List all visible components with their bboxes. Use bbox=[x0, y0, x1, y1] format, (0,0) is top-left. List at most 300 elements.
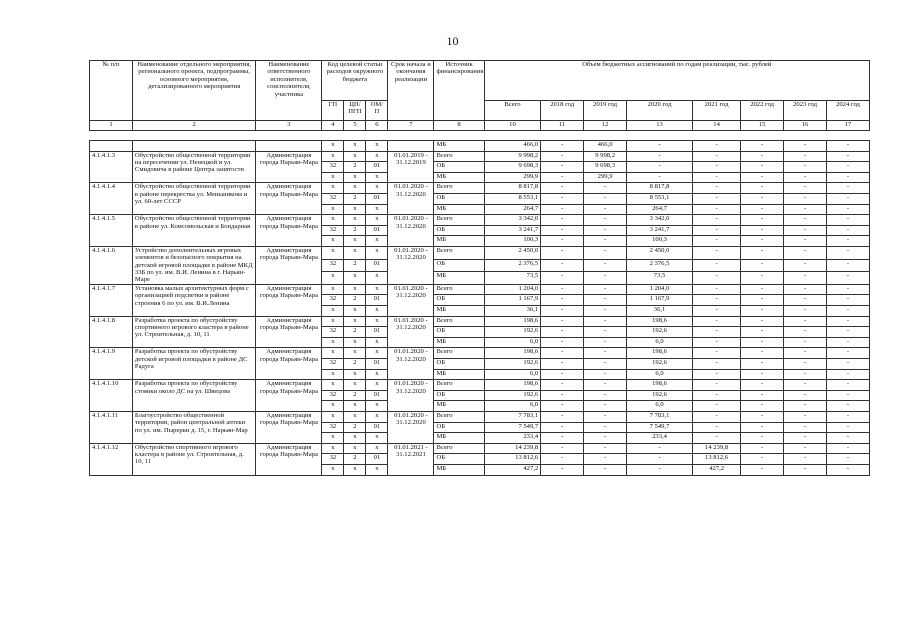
value-cell: - bbox=[693, 236, 741, 247]
value-cell: - bbox=[741, 246, 784, 259]
value-cell: 8 817,8 bbox=[484, 183, 541, 194]
value-cell: - bbox=[827, 358, 870, 369]
code-cell: x bbox=[366, 464, 388, 475]
value-cell: 2 376,5 bbox=[627, 259, 693, 272]
value-cell: - bbox=[627, 454, 693, 465]
value-cell: - bbox=[693, 259, 741, 272]
code-cell: 2 bbox=[344, 358, 366, 369]
value-cell: - bbox=[784, 422, 827, 433]
value-cell: - bbox=[827, 259, 870, 272]
value-cell: 8 553,1 bbox=[484, 193, 541, 204]
value-cell: - bbox=[741, 369, 784, 380]
code-cell: x bbox=[344, 204, 366, 215]
value-cell: 100,3 bbox=[627, 236, 693, 247]
source-cell: ОБ bbox=[434, 193, 484, 204]
code-cell: x bbox=[366, 215, 388, 226]
value-cell: - bbox=[693, 316, 741, 327]
code-cell: 01 bbox=[366, 193, 388, 204]
value-cell: 192,6 bbox=[627, 358, 693, 369]
source-cell: Всего bbox=[434, 284, 484, 295]
code-cell: x bbox=[366, 433, 388, 444]
code-cell: 01 bbox=[366, 295, 388, 306]
value-cell: - bbox=[784, 259, 827, 272]
value-cell: - bbox=[827, 390, 870, 401]
value-cell: - bbox=[627, 141, 693, 152]
value-cell: - bbox=[541, 443, 584, 454]
code-cell: x bbox=[366, 151, 388, 162]
value-cell: - bbox=[784, 443, 827, 454]
header-code: Код целевой статьи расходов окружного бюджета bbox=[322, 61, 388, 101]
item-number: 4.1.4.1.5 bbox=[90, 215, 133, 247]
column-number: 8 bbox=[434, 121, 484, 131]
column-number: 12 bbox=[584, 121, 627, 131]
source-cell: Всего bbox=[434, 380, 484, 391]
source-cell: Всего bbox=[434, 151, 484, 162]
code-cell: 01 bbox=[366, 390, 388, 401]
value-cell: - bbox=[784, 390, 827, 401]
header-year: 2023 год bbox=[784, 101, 827, 121]
column-number: 17 bbox=[827, 121, 870, 131]
value-cell: - bbox=[584, 443, 627, 454]
value-cell: - bbox=[541, 215, 584, 226]
source-cell: Всего bbox=[434, 215, 484, 226]
value-cell: - bbox=[784, 236, 827, 247]
code-cell: x bbox=[322, 151, 344, 162]
value-cell: - bbox=[693, 225, 741, 236]
value-cell: - bbox=[541, 141, 584, 152]
value-cell: 6,0 bbox=[484, 337, 541, 348]
code-cell: x bbox=[344, 380, 366, 391]
value-cell: - bbox=[693, 295, 741, 306]
value-cell: - bbox=[741, 337, 784, 348]
value-cell: - bbox=[827, 295, 870, 306]
value-cell: - bbox=[541, 337, 584, 348]
code-cell: 01 bbox=[366, 225, 388, 236]
column-number: 6 bbox=[366, 121, 388, 131]
value-cell: - bbox=[784, 380, 827, 391]
item-number: 4.1.4.1.7 bbox=[90, 284, 133, 316]
code-cell: x bbox=[366, 236, 388, 247]
value-cell: 198,6 bbox=[484, 316, 541, 327]
value-cell: - bbox=[541, 259, 584, 272]
value-cell: - bbox=[741, 225, 784, 236]
page-number: 10 bbox=[446, 34, 459, 48]
value-cell: 8 553,1 bbox=[627, 193, 693, 204]
value-cell: - bbox=[584, 284, 627, 295]
item-period: 01.01.2020 - 31.12.2020 bbox=[388, 246, 434, 284]
item-period: 01.01.2020 - 31.12.2020 bbox=[388, 411, 434, 443]
value-cell: - bbox=[627, 443, 693, 454]
code-cell: x bbox=[322, 337, 344, 348]
value-cell: 6,0 bbox=[484, 369, 541, 380]
source-cell: ОБ bbox=[434, 358, 484, 369]
value-cell: - bbox=[541, 411, 584, 422]
value-cell: - bbox=[541, 358, 584, 369]
code-cell: x bbox=[322, 215, 344, 226]
item-executor: Администрация города Нарьян-Мара bbox=[256, 183, 322, 215]
value-cell: - bbox=[541, 454, 584, 465]
value-cell: 7 549,7 bbox=[484, 422, 541, 433]
value-cell: - bbox=[693, 284, 741, 295]
value-cell: - bbox=[827, 337, 870, 348]
code-cell: x bbox=[366, 204, 388, 215]
value-cell: - bbox=[541, 306, 584, 317]
header-year: 2024 год bbox=[827, 101, 870, 121]
value-cell: - bbox=[827, 272, 870, 285]
value-cell: - bbox=[827, 401, 870, 412]
table-row bbox=[90, 215, 870, 226]
value-cell: - bbox=[693, 172, 741, 183]
item-name: Благоустройство общественной территории, район центральной аптеки по ул. им. Пырерки д. 15, г. Нарьян-Мар bbox=[132, 411, 256, 443]
source-cell: МБ bbox=[434, 401, 484, 412]
value-cell: - bbox=[693, 193, 741, 204]
code-cell: x bbox=[322, 433, 344, 444]
value-cell: - bbox=[693, 369, 741, 380]
code-cell: x bbox=[344, 246, 366, 259]
value-cell: - bbox=[827, 433, 870, 444]
value-cell: - bbox=[584, 369, 627, 380]
code-cell: x bbox=[366, 246, 388, 259]
code-cell: 2 bbox=[344, 295, 366, 306]
value-cell: 427,2 bbox=[484, 464, 541, 475]
value-cell: - bbox=[827, 464, 870, 475]
value-cell: - bbox=[827, 422, 870, 433]
header-year: 2022 год bbox=[741, 101, 784, 121]
item-period: 01.01.2020 - 31.12.2020 bbox=[388, 284, 434, 316]
code-cell: x bbox=[322, 236, 344, 247]
item-period: 01.01.2021 - 31.12.2021 bbox=[388, 443, 434, 475]
value-cell: 13 812,6 bbox=[693, 454, 741, 465]
source-cell: Всего bbox=[434, 443, 484, 454]
header-num: № п/п bbox=[90, 61, 133, 121]
item-period: 01.01.2020 - 31.12.2020 bbox=[388, 316, 434, 348]
value-cell: - bbox=[827, 172, 870, 183]
value-cell: - bbox=[827, 443, 870, 454]
value-cell: - bbox=[627, 464, 693, 475]
value-cell: - bbox=[693, 358, 741, 369]
value-cell: - bbox=[741, 380, 784, 391]
code-cell: x bbox=[322, 443, 344, 454]
value-cell: - bbox=[827, 246, 870, 259]
value-cell: 1 204,0 bbox=[484, 284, 541, 295]
item-number: 4.1.4.1.4 bbox=[90, 183, 133, 215]
header-year: 2019 год bbox=[584, 101, 627, 121]
value-cell: - bbox=[827, 327, 870, 338]
value-cell: 299,9 bbox=[584, 172, 627, 183]
code-cell: x bbox=[366, 284, 388, 295]
value-cell: 3 342,0 bbox=[627, 215, 693, 226]
value-cell: - bbox=[693, 337, 741, 348]
code-cell: x bbox=[322, 316, 344, 327]
value-cell: - bbox=[541, 380, 584, 391]
code-cell: x bbox=[344, 215, 366, 226]
table-row bbox=[90, 183, 870, 194]
value-cell: - bbox=[541, 172, 584, 183]
value-cell: - bbox=[784, 215, 827, 226]
code-cell: x bbox=[344, 464, 366, 475]
table-row bbox=[90, 246, 870, 259]
column-number: 4 bbox=[322, 121, 344, 131]
value-cell: - bbox=[784, 193, 827, 204]
value-cell: - bbox=[784, 358, 827, 369]
value-cell: - bbox=[584, 390, 627, 401]
value-cell: - bbox=[741, 215, 784, 226]
value-cell: - bbox=[827, 183, 870, 194]
code-cell: x bbox=[366, 306, 388, 317]
item-executor: Администрация города Нарьян-Мара bbox=[256, 151, 322, 183]
value-cell: - bbox=[541, 295, 584, 306]
source-cell: Всего bbox=[434, 246, 484, 259]
code-cell: x bbox=[366, 401, 388, 412]
value-cell: - bbox=[741, 443, 784, 454]
value-cell: 1 167,9 bbox=[627, 295, 693, 306]
value-cell: 192,6 bbox=[484, 358, 541, 369]
value-cell: - bbox=[541, 327, 584, 338]
item-executor: Администрация города Нарьян-Мара bbox=[256, 246, 322, 284]
value-cell: - bbox=[741, 204, 784, 215]
code-cell: x bbox=[344, 401, 366, 412]
value-cell: - bbox=[741, 151, 784, 162]
value-cell: - bbox=[584, 259, 627, 272]
value-cell: 264,7 bbox=[484, 204, 541, 215]
value-cell: 466,0 bbox=[484, 141, 541, 152]
value-cell: - bbox=[741, 172, 784, 183]
code-cell: 01 bbox=[366, 162, 388, 173]
code-cell: x bbox=[322, 380, 344, 391]
table-row-top bbox=[90, 141, 870, 152]
value-cell: - bbox=[741, 464, 784, 475]
code-cell: x bbox=[344, 272, 366, 285]
code-cell: 2 bbox=[344, 390, 366, 401]
code-cell: 32 bbox=[322, 358, 344, 369]
value-cell: - bbox=[584, 306, 627, 317]
value-cell: 9 998,2 bbox=[484, 151, 541, 162]
item-executor: Администрация города Нарьян-Мара bbox=[256, 443, 322, 475]
value-cell: 6,0 bbox=[484, 401, 541, 412]
code-cell: x bbox=[322, 141, 344, 152]
value-cell: - bbox=[584, 433, 627, 444]
value-cell: - bbox=[827, 306, 870, 317]
value-cell: - bbox=[541, 464, 584, 475]
value-cell: - bbox=[741, 284, 784, 295]
value-cell: - bbox=[827, 380, 870, 391]
value-cell: 6,0 bbox=[627, 337, 693, 348]
table-row bbox=[90, 411, 870, 422]
item-executor: Администрация города Нарьян-Мара bbox=[256, 380, 322, 412]
value-cell: - bbox=[784, 454, 827, 465]
value-cell: - bbox=[784, 401, 827, 412]
code-cell: 2 bbox=[344, 162, 366, 173]
item-name: Обустройство общественной территории в районе ул. Комсомольская и Бондарная bbox=[132, 215, 256, 247]
item-name: Разработка проекта по обустройству детской игровой площадки в районе ДС Радуга bbox=[132, 348, 256, 380]
table-row bbox=[90, 316, 870, 327]
code-cell: x bbox=[366, 380, 388, 391]
value-cell: - bbox=[784, 151, 827, 162]
code-cell: x bbox=[366, 172, 388, 183]
header-year: 2021 год bbox=[693, 101, 741, 121]
header-period: Срок начала и окончания реализации bbox=[388, 61, 434, 121]
code-cell: x bbox=[344, 306, 366, 317]
value-cell: - bbox=[693, 327, 741, 338]
value-cell: - bbox=[541, 193, 584, 204]
value-cell: 198,6 bbox=[484, 348, 541, 359]
code-cell: x bbox=[322, 272, 344, 285]
code-cell: x bbox=[344, 172, 366, 183]
value-cell: - bbox=[584, 183, 627, 194]
source-cell: ОБ bbox=[434, 390, 484, 401]
header-total: Всего bbox=[484, 101, 541, 121]
source-cell: МБ bbox=[434, 204, 484, 215]
item-number: 4.1.4.1.9 bbox=[90, 348, 133, 380]
item-name: Устройство дополнительных игровых элементов и безопасного покрытия на детской игровой площадке в районе МКД 33Б по ул. им. В.И. Ленина в г. Нарьян-Маре bbox=[132, 246, 256, 284]
code-cell: x bbox=[322, 348, 344, 359]
code-cell: x bbox=[322, 369, 344, 380]
value-cell: 192,6 bbox=[484, 390, 541, 401]
item-name: Обустройство общественной территории в районе перекрестка ул. Меньшикова и ул. 60-лет СССР bbox=[132, 183, 256, 215]
value-cell: - bbox=[784, 183, 827, 194]
value-cell: - bbox=[741, 236, 784, 247]
value-cell: 233,4 bbox=[627, 433, 693, 444]
value-cell: - bbox=[541, 162, 584, 173]
item-period: 01.01.2020 - 31.12.2020 bbox=[388, 348, 434, 380]
value-cell: - bbox=[693, 246, 741, 259]
value-cell: - bbox=[693, 204, 741, 215]
value-cell: 73,5 bbox=[627, 272, 693, 285]
value-cell: - bbox=[784, 284, 827, 295]
value-cell: - bbox=[627, 172, 693, 183]
value-cell: 7 783,1 bbox=[627, 411, 693, 422]
value-cell: - bbox=[584, 337, 627, 348]
header-year: 2020 год bbox=[627, 101, 693, 121]
code-cell: x bbox=[322, 183, 344, 194]
value-cell: - bbox=[741, 358, 784, 369]
value-cell: - bbox=[584, 272, 627, 285]
code-cell: x bbox=[344, 151, 366, 162]
value-cell: - bbox=[741, 390, 784, 401]
value-cell: - bbox=[541, 272, 584, 285]
value-cell: 299,9 bbox=[484, 172, 541, 183]
value-cell: 9 998,2 bbox=[584, 151, 627, 162]
source-cell: МБ bbox=[434, 272, 484, 285]
item-name: Установка малых архитектурных форм с организацией подсветки в районе строения 6 по ул. им. В.И.Ленина bbox=[132, 284, 256, 316]
source-cell: Всего bbox=[434, 183, 484, 194]
value-cell: - bbox=[584, 316, 627, 327]
column-number-row bbox=[90, 121, 870, 131]
code-cell: 32 bbox=[322, 390, 344, 401]
value-cell: - bbox=[627, 162, 693, 173]
value-cell: 9 698,3 bbox=[584, 162, 627, 173]
value-cell: - bbox=[784, 225, 827, 236]
code-cell: x bbox=[366, 141, 388, 152]
code-cell: x bbox=[344, 183, 366, 194]
value-cell: 14 239,8 bbox=[484, 443, 541, 454]
value-cell: - bbox=[827, 225, 870, 236]
value-cell: - bbox=[693, 141, 741, 152]
code-cell: 2 bbox=[344, 327, 366, 338]
value-cell: - bbox=[741, 259, 784, 272]
code-cell: 32 bbox=[322, 259, 344, 272]
value-cell: - bbox=[827, 193, 870, 204]
value-cell: - bbox=[784, 327, 827, 338]
item-executor: Администрация города Нарьян-Мара bbox=[256, 348, 322, 380]
code-cell: 32 bbox=[322, 225, 344, 236]
value-cell: - bbox=[584, 225, 627, 236]
column-number: 7 bbox=[388, 121, 434, 131]
column-number: 10 bbox=[484, 121, 541, 131]
item-number: 4.1.4.1.10 bbox=[90, 380, 133, 412]
value-cell: 198,6 bbox=[484, 380, 541, 391]
value-cell: - bbox=[827, 151, 870, 162]
column-number: 15 bbox=[741, 121, 784, 131]
code-cell: 32 bbox=[322, 162, 344, 173]
code-cell: x bbox=[344, 316, 366, 327]
item-name: Обустройство общественной территории на пересечении ул. Ненецкой и ул. Смидовича в районе Центра занятости bbox=[132, 151, 256, 183]
value-cell: - bbox=[741, 433, 784, 444]
header-cpgp: ЦП/ПГП bbox=[344, 101, 366, 121]
value-cell: - bbox=[693, 183, 741, 194]
value-cell: - bbox=[693, 215, 741, 226]
value-cell: - bbox=[784, 337, 827, 348]
value-cell: - bbox=[693, 380, 741, 391]
source-cell: МБ bbox=[434, 172, 484, 183]
code-cell: 2 bbox=[344, 422, 366, 433]
code-cell: x bbox=[322, 246, 344, 259]
budget-table bbox=[89, 60, 870, 476]
value-cell: 3 342,0 bbox=[484, 215, 541, 226]
value-cell: - bbox=[584, 380, 627, 391]
value-cell: - bbox=[693, 272, 741, 285]
value-cell: - bbox=[741, 141, 784, 152]
code-cell: x bbox=[366, 348, 388, 359]
code-cell: x bbox=[344, 284, 366, 295]
value-cell: 13 812,6 bbox=[484, 454, 541, 465]
source-cell: Всего bbox=[434, 411, 484, 422]
header-source: Источник финансирования bbox=[434, 61, 484, 121]
column-number: 2 bbox=[132, 121, 256, 131]
value-cell: - bbox=[693, 390, 741, 401]
value-cell: - bbox=[827, 162, 870, 173]
value-cell: 7 549,7 bbox=[627, 422, 693, 433]
value-cell: - bbox=[741, 162, 784, 173]
value-cell: 2 376,5 bbox=[484, 259, 541, 272]
source-cell: ОБ bbox=[434, 422, 484, 433]
value-cell: - bbox=[784, 464, 827, 475]
value-cell: - bbox=[741, 306, 784, 317]
value-cell: - bbox=[784, 316, 827, 327]
value-cell: - bbox=[784, 162, 827, 173]
value-cell: 427,2 bbox=[693, 464, 741, 475]
header-gp: ГП bbox=[322, 101, 344, 121]
code-cell: x bbox=[366, 337, 388, 348]
table-row bbox=[90, 443, 870, 454]
code-cell: x bbox=[322, 204, 344, 215]
value-cell: - bbox=[741, 401, 784, 412]
code-cell: x bbox=[322, 464, 344, 475]
source-cell: Всего bbox=[434, 348, 484, 359]
value-cell: - bbox=[541, 401, 584, 412]
source-cell: ОБ bbox=[434, 225, 484, 236]
item-period: 01.01.2019 - 31.12.2019 bbox=[388, 151, 434, 183]
item-executor: Администрация города Нарьян-Мара bbox=[256, 411, 322, 443]
column-number: 11 bbox=[541, 121, 584, 131]
source-cell: ОБ bbox=[434, 295, 484, 306]
item-number: 4.1.4.1.3 bbox=[90, 151, 133, 183]
code-cell: x bbox=[344, 236, 366, 247]
value-cell: 3 241,7 bbox=[484, 225, 541, 236]
value-cell: - bbox=[827, 348, 870, 359]
item-name: Разработка проекта по обустройству спортивного игрового кластера в районе ул. Строительная, д. 10, 11 bbox=[132, 316, 256, 348]
code-cell: 01 bbox=[366, 327, 388, 338]
